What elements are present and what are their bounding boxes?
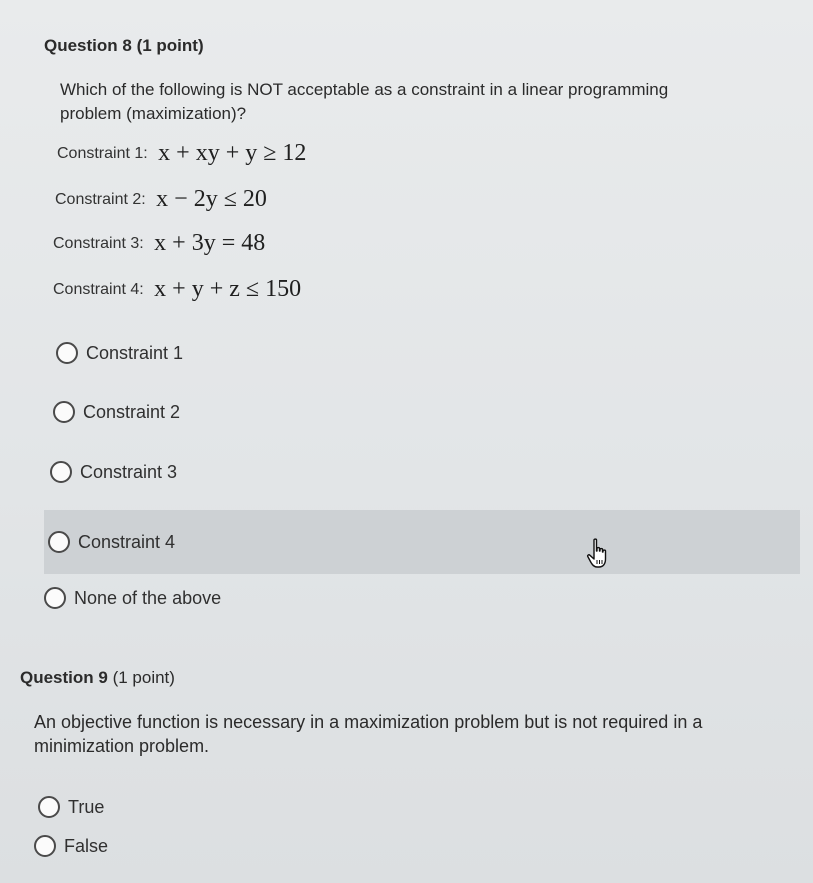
option-constraint-4[interactable] (44, 510, 800, 574)
question-9-text: An objective function is necessary in a maximization problem but is not required in a minimization problem. (34, 712, 703, 756)
option-none-of-the-above[interactable] (44, 581, 221, 615)
constraint-2 (55, 186, 267, 213)
constraint-2-expression: x − 2y ≤ 20 (156, 186, 267, 212)
question-8-title: Question 8 (1 point) (44, 36, 204, 55)
constraint-1-label: Constraint 1: (57, 145, 148, 162)
option-label: None of the above (74, 587, 222, 608)
radio-button[interactable] (53, 401, 75, 423)
option-label: Constraint 4 (78, 531, 176, 552)
constraint-4-label: Constraint 4: (53, 281, 144, 298)
hand-pointer-icon (586, 538, 612, 570)
radio-button[interactable] (48, 531, 70, 553)
constraint-3-label: Constraint 3: (53, 235, 144, 252)
option-label: True (68, 796, 105, 817)
option-label: Constraint 3 (80, 461, 178, 482)
constraint-2-label: Constraint 2: (55, 191, 146, 208)
radio-button[interactable] (50, 461, 72, 483)
question-9-title-bold: Question 9 (20, 668, 108, 687)
option-constraint-1[interactable] (56, 336, 183, 370)
option-constraint-2[interactable] (53, 395, 180, 429)
question-9-title (20, 668, 175, 688)
constraint-4-expression: x + y + z ≤ 150 (154, 276, 302, 302)
question-9-title-points: (1 point) (107, 668, 175, 687)
constraint-1 (57, 140, 306, 167)
question-8-text: Which of the following is NOT acceptable as a constraint in a linear programming problem (maximization)? (60, 80, 669, 123)
radio-button[interactable] (44, 587, 66, 609)
radio-button[interactable] (56, 342, 78, 364)
option-true[interactable] (38, 790, 104, 824)
radio-button[interactable] (34, 835, 56, 857)
constraint-3 (53, 230, 265, 257)
option-false[interactable] (34, 829, 108, 863)
constraint-1-expression: x + xy + y ≥ 12 (158, 140, 307, 166)
option-label: Constraint 2 (83, 401, 181, 422)
option-label: Constraint 1 (86, 342, 184, 363)
option-constraint-3[interactable] (50, 455, 177, 489)
option-label: False (64, 835, 109, 856)
constraint-3-expression: x + 3y = 48 (154, 230, 266, 256)
constraint-4 (53, 276, 301, 303)
radio-button[interactable] (38, 796, 60, 818)
